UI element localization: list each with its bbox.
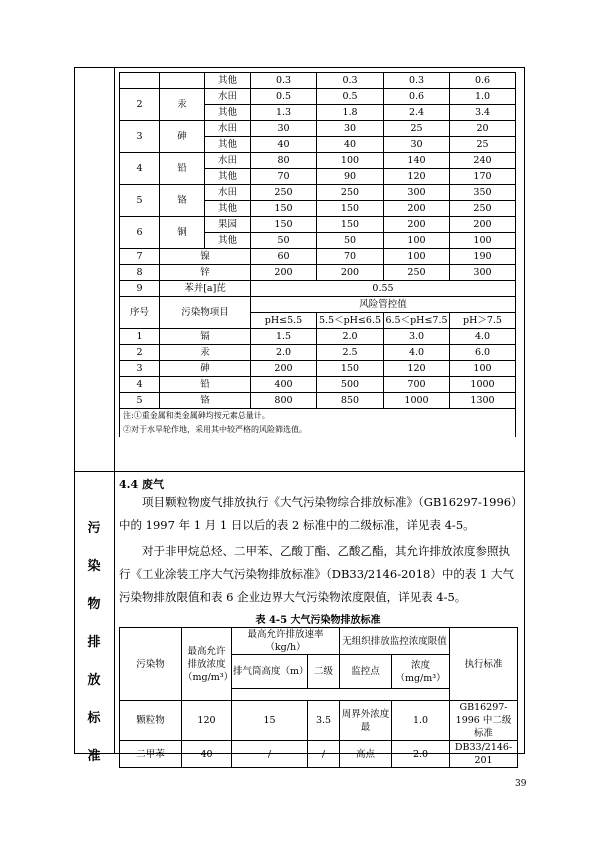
table-row: 4 铅 400 500 700 1000: [120, 377, 516, 393]
table-row: 7 镍 60 70 100 190: [120, 249, 516, 265]
table-row: 其他 40 40 30 25: [120, 137, 516, 153]
table-row: 5 铬 800 850 1000 1300: [120, 393, 516, 409]
table-row: 3 砷 200 150 120 100: [120, 361, 516, 377]
table-caption: 表 4-5 大气污染物排放标准: [255, 615, 381, 626]
table-row: 3 砷 水田 30 30 25 20: [120, 121, 516, 137]
table-row: 2 汞 2.0 2.5 4.0 6.0: [120, 345, 516, 361]
header-level: 二级: [308, 655, 340, 689]
table-row: 5 铬 水田 250 250 300 350: [120, 185, 516, 201]
column-divider: [114, 67, 115, 754]
header-unorganized: 无组织排放监控浓度限值: [340, 628, 450, 655]
table-row: ②对于水旱轮作地，采用其中较严格的风险筛选值。: [120, 423, 516, 437]
table-row: 其他 0.3 0.3 0.3 0.6: [120, 73, 516, 89]
side-label: 污 染 物 排 放 标 准: [87, 521, 101, 764]
header-max-concentration: 最高允许排放浓度（mg/m³）: [182, 628, 232, 701]
header-max-rate: 最高允许排放速率（kg/h）: [232, 628, 340, 655]
table-row: 其他 50 50 100 100: [120, 233, 516, 249]
table-row: 序号 污染物项目 风险管控值: [120, 297, 516, 313]
table-row: 注:①重金属和类金属砷均按元素总量计。: [120, 409, 516, 424]
page-number: 39: [515, 779, 527, 789]
section-divider: [74, 471, 525, 472]
table-row: 其他 150 150 200 250: [120, 201, 516, 217]
header-monitor-point: 监控点: [340, 655, 392, 689]
table-row: 其他 70 90 120 170: [120, 169, 516, 185]
header-standard: 执行标准: [450, 628, 518, 701]
header-concentration: 浓度（mg/m³）: [392, 655, 450, 689]
table-row: 2 汞 水田 0.5 0.5 0.6 1.0: [120, 89, 516, 105]
air-standard-table: [119, 627, 518, 768]
header-pollutant: 污染物: [120, 628, 182, 701]
table-row: 6 铜 果园 150 150 200 200: [120, 217, 516, 233]
table-row: 8 锌 200 200 250 300: [120, 265, 516, 281]
table-row: 颗粒物 120 15 3.5 周界外浓度最 1.0 GB16297-1996 中二级标准: [120, 701, 518, 741]
table-row: 1 镉 1.5 2.0 3.0 4.0: [120, 329, 516, 345]
paragraph-vocs: 对于非甲烷总烃、二甲苯、乙酸丁酯、乙酸乙酯，其允许排放浓度参照执行《工业涂装工序大气污染物排放标准》（DB33/2146-2018）中的表 1 大气污染物排放限值和表 6 企业边界大气污染物浓度限值，详见表 4-5。: [119, 544, 514, 604]
table-row: pH≤5.5 5.5＜pH≤6.5 6.5＜pH≤7.5 pH＞7.5: [120, 313, 516, 329]
section-title: 4.4 废气: [119, 478, 164, 491]
soil-standard-table: [119, 72, 516, 437]
table-row: 9 苯并[a]芘 0.55: [120, 281, 516, 297]
paragraph-particulate: 项目颗粒物废气排放执行《大气污染物综合排放标准》（GB16297-1996）中的 1997 年 1 月 1 日以后的表 2 标准中的二级标准，详见表 4-5。: [119, 495, 517, 532]
table-row: 4 铅 水田 80 100 140 240: [120, 153, 516, 169]
header-stack-height: 排气筒高度（m）: [232, 655, 308, 689]
table-row: 其他 1.3 1.8 2.4 3.4: [120, 105, 516, 121]
table-row: 二甲苯 40 / / 高点 2.0 DB33/2146-201: [120, 741, 518, 768]
